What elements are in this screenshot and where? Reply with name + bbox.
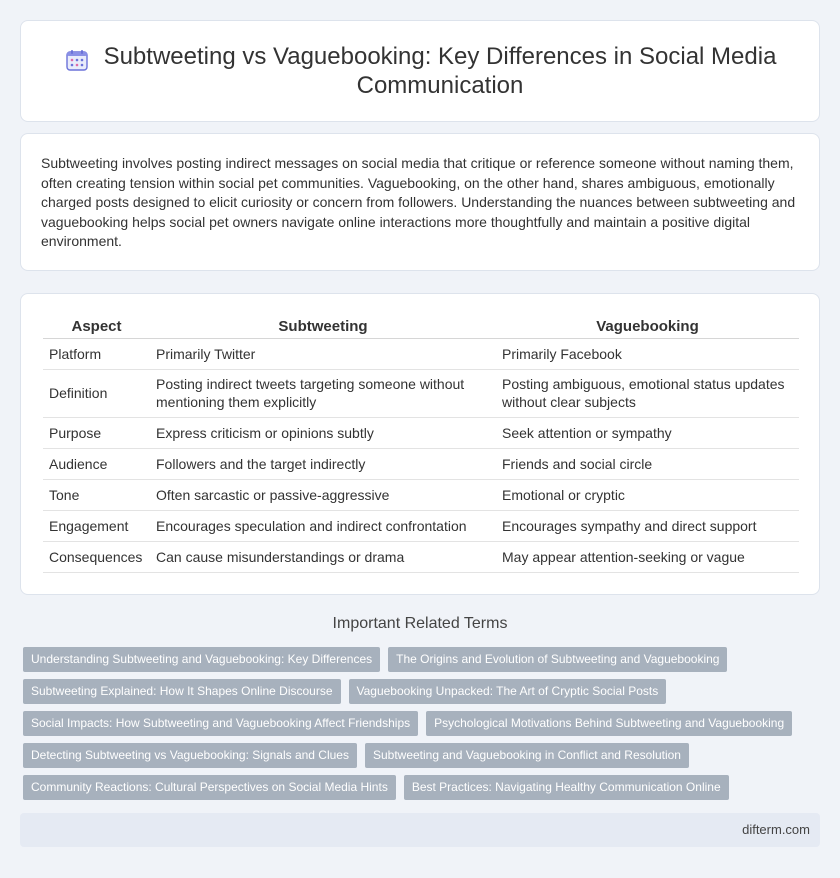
table-row — [43, 479, 799, 510]
header-vaguebooking: Vaguebooking — [496, 316, 799, 338]
intro-paragraph: Subtweeting involves posting indirect messages on social media that critique or reference someone without naming them, often creating tension within social pet communities. Vaguebooking, on the other hand, shares ambiguous, emotionally charged posts designed to elicit curiosity or concern from followers. Understanding the nuances between subtweeting and vaguebooking helps social pet owners navigate online interactions more thoughtfully and maintain a positive digital environment. — [41, 155, 796, 250]
related-term-link[interactable]: Community Reactions: Cultural Perspectives on Social Media Hints — [23, 775, 396, 800]
table-cell: Friends and social circle — [496, 448, 799, 479]
related-term-link[interactable]: Understanding Subtweeting and Vaguebooking: Key Differences — [23, 647, 380, 672]
table-cell: Followers and the target indirectly — [150, 448, 496, 479]
table-cell: Primarily Facebook — [496, 338, 799, 369]
related-term-link[interactable]: Subtweeting and Vaguebooking in Conflict and Resolution — [365, 743, 689, 768]
header-subtweeting: Subtweeting — [150, 316, 496, 338]
table-row — [43, 448, 799, 479]
table-cell: Express criticism or opinions subtly — [150, 417, 496, 448]
comparison-table — [43, 316, 799, 573]
table-row — [43, 510, 799, 541]
table-cell: Consequences — [43, 541, 150, 572]
table-cell: Encourages speculation and indirect confrontation — [150, 510, 496, 541]
footer — [20, 813, 820, 847]
table-cell: Tone — [43, 479, 150, 510]
header-aspect: Aspect — [43, 316, 150, 338]
table-header-row — [43, 316, 799, 338]
related-terms-title: Important Related Terms — [332, 615, 508, 632]
related-term-link[interactable]: Psychological Motivations Behind Subtweeting and Vaguebooking — [426, 711, 792, 736]
table-row — [43, 338, 799, 369]
table-row — [43, 417, 799, 448]
related-term-link[interactable]: The Origins and Evolution of Subtweeting and Vaguebooking — [388, 647, 727, 672]
table-cell: Definition — [43, 369, 150, 417]
table-cell: Posting indirect tweets targeting someone without mentioning them explicitly — [150, 369, 496, 417]
related-terms-list — [23, 647, 823, 807]
related-term-link[interactable]: Social Impacts: How Subtweeting and Vaguebooking Affect Friendships — [23, 711, 418, 736]
related-term-link[interactable]: Vaguebooking Unpacked: The Art of Cryptic Social Posts — [349, 679, 667, 704]
table-cell: Can cause misunderstandings or drama — [150, 541, 496, 572]
table-row — [43, 541, 799, 572]
table-cell: Encourages sympathy and direct support — [496, 510, 799, 541]
header-card — [20, 20, 820, 122]
table-cell: Audience — [43, 448, 150, 479]
footer-site-name[interactable]: difterm.com — [742, 822, 810, 837]
table-cell: Platform — [43, 338, 150, 369]
table-cell: Seek attention or sympathy — [496, 417, 799, 448]
table-cell: Engagement — [43, 510, 150, 541]
related-term-link[interactable]: Subtweeting Explained: How It Shapes Online Discourse — [23, 679, 341, 704]
table-cell: Primarily Twitter — [150, 338, 496, 369]
intro-card — [20, 133, 820, 271]
table-cell: Emotional or cryptic — [496, 479, 799, 510]
comparison-table-card — [20, 293, 820, 595]
page-title: Subtweeting vs Vaguebooking: Key Differences in Social Media Communication — [103, 43, 777, 99]
table-cell: Often sarcastic or passive-aggressive — [150, 479, 496, 510]
related-term-link[interactable]: Detecting Subtweeting vs Vaguebooking: Signals and Clues — [23, 743, 357, 768]
table-cell: Purpose — [43, 417, 150, 448]
related-term-link[interactable]: Best Practices: Navigating Healthy Communication Online — [404, 775, 729, 800]
table-cell: May appear attention-seeking or vague — [496, 541, 799, 572]
table-cell: Posting ambiguous, emotional status updates without clear subjects — [496, 369, 799, 417]
table-row — [43, 369, 799, 417]
